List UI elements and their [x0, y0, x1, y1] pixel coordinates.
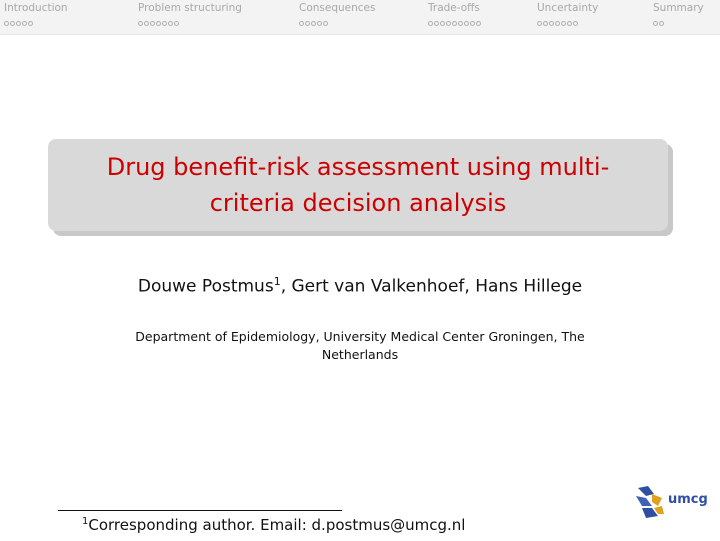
nav-frame-dot[interactable] — [22, 21, 27, 26]
nav-frame-dot[interactable] — [162, 21, 167, 26]
nav-frame-dot[interactable] — [537, 21, 542, 26]
nav-section-problem-structuring[interactable] — [138, 2, 242, 24]
nav-dots — [428, 18, 482, 24]
nav-frame-dot[interactable] — [464, 21, 469, 26]
footnote-number: 1 — [82, 516, 89, 527]
footnote — [82, 516, 465, 534]
nav-frame-dot[interactable] — [567, 21, 572, 26]
nav-frame-dot[interactable] — [144, 21, 149, 26]
nav-frame-dot[interactable] — [573, 21, 578, 26]
nav-section-summary[interactable] — [653, 2, 704, 24]
nav-frame-dot[interactable] — [317, 21, 322, 26]
nav-frame-dot[interactable] — [434, 21, 439, 26]
nav-label: Consequences — [299, 2, 376, 14]
nav-label: Uncertainty — [537, 2, 599, 14]
first-author: Douwe Postmus — [137, 276, 274, 297]
navigation-header — [0, 0, 720, 35]
nav-frame-dot[interactable] — [555, 21, 560, 26]
slide-title: Drug benefit-risk assessment using multi-criteria decision analysis — [106, 153, 610, 217]
nav-frame-dot[interactable] — [299, 21, 304, 26]
nav-frame-dot[interactable] — [543, 21, 548, 26]
nav-frame-dot[interactable] — [305, 21, 310, 26]
nav-frame-dot[interactable] — [150, 21, 155, 26]
nav-dots — [653, 18, 704, 24]
nav-label: Problem structuring — [138, 2, 242, 14]
title-block — [48, 139, 668, 231]
logo-text: umcg — [668, 492, 708, 507]
nav-frame-dot[interactable] — [28, 21, 33, 26]
nav-frame-dot[interactable] — [323, 21, 328, 26]
nav-frame-dot[interactable] — [10, 21, 15, 26]
footnote-rule — [58, 510, 342, 511]
nav-frame-dot[interactable] — [653, 21, 658, 26]
nav-frame-dot[interactable] — [446, 21, 451, 26]
nav-frame-dot[interactable] — [549, 21, 554, 26]
footnote-mark: 1 — [273, 275, 281, 288]
affiliation: Department of Epidemiology, University Medical Center Groningen, The Netherlands — [135, 329, 585, 362]
nav-dots — [138, 18, 242, 24]
nav-section-trade-offs[interactable] — [428, 2, 482, 24]
other-authors: , Gert van Valkenhoef, Hans Hillege — [280, 276, 583, 297]
nav-label: Summary — [653, 2, 704, 14]
nav-section-uncertainty[interactable] — [537, 2, 598, 24]
nav-frame-dot[interactable] — [561, 21, 566, 26]
footnote-text: Corresponding author. Email: d.postmus@umcg.nl — [88, 516, 466, 534]
nav-frame-dot[interactable] — [168, 21, 173, 26]
nav-label: Introduction — [4, 2, 68, 14]
nav-section-introduction[interactable] — [4, 2, 68, 24]
nav-section-consequences[interactable] — [299, 2, 375, 24]
nav-frame-dot[interactable] — [138, 21, 143, 26]
umcg-emblem-icon — [632, 482, 666, 522]
nav-frame-dot[interactable] — [428, 21, 433, 26]
nav-frame-dot[interactable] — [452, 21, 457, 26]
nav-dots — [299, 18, 375, 24]
nav-frame-dot[interactable] — [659, 21, 664, 26]
nav-frame-dot[interactable] — [311, 21, 316, 26]
umcg-logo — [632, 482, 714, 522]
nav-dots — [537, 18, 598, 24]
nav-frame-dot[interactable] — [4, 21, 9, 26]
nav-frame-dot[interactable] — [156, 21, 161, 26]
nav-frame-dot[interactable] — [174, 21, 179, 26]
nav-frame-dot[interactable] — [440, 21, 445, 26]
nav-frame-dot[interactable] — [16, 21, 21, 26]
nav-frame-dot[interactable] — [470, 21, 475, 26]
nav-label: Trade-offs — [428, 2, 480, 14]
nav-frame-dot[interactable] — [458, 21, 463, 26]
nav-frame-dot[interactable] — [476, 21, 481, 26]
nav-dots — [4, 18, 68, 24]
author-line — [0, 275, 720, 297]
